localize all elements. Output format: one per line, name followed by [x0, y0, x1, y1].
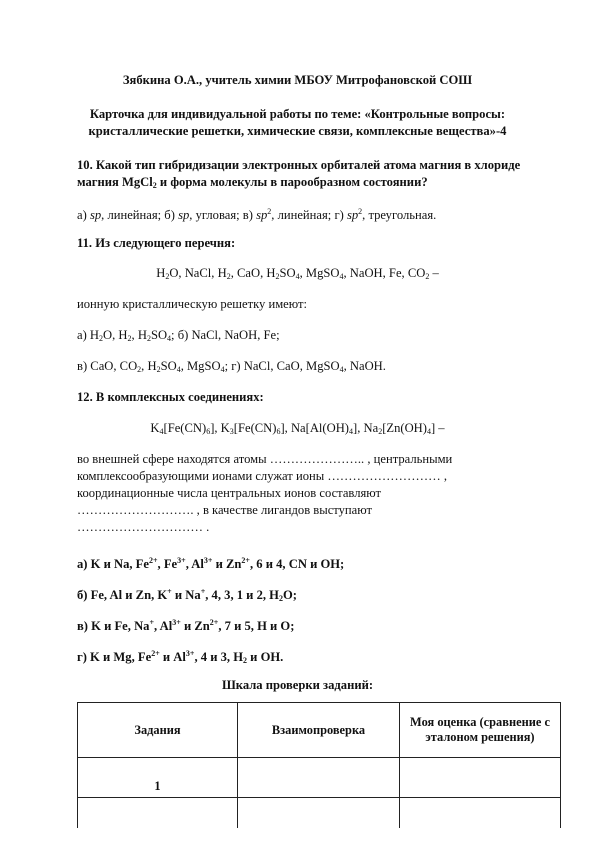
- q11-formula-list: $H_2O$, NaCl, $H_2$, CaO, $H_2SO_4$, MgSO$_4$, NaOH, Fe, $CO_2$ –: [156, 266, 439, 281]
- header-peer-review: Взаимопроверка: [238, 703, 400, 758]
- q11-text-2: ионную кристаллическую решетку имеют:: [77, 297, 308, 311]
- table-cell: 1: [78, 758, 238, 798]
- q12-answer-b: б) Fe, Al и Zn, K+ и Na+, 4, 3, 1 и 2, $H_2O$;: [77, 587, 297, 603]
- q10-text-2: магния MgCl$_2$ и форма молекулы в парообразном состоянии?: [77, 175, 428, 190]
- table-row: [78, 758, 561, 798]
- q12-answer-c: в) K и Fe, Na+, $Al^{3+}$ и $Zn^{2+}$, 7 и 5, H и O;: [77, 618, 295, 633]
- table-row: [78, 798, 561, 829]
- q12-text-1: 12. В комплексных соединениях:: [77, 390, 264, 404]
- q11-text-1: 11. Из следующего перечня:: [77, 236, 236, 250]
- score-table-header: [78, 703, 561, 758]
- q12-text-5: ………………………. , в качестве лигандов выступают: [77, 503, 373, 517]
- header-my-grade: Моя оценка (сравнение с эталоном решения): [400, 703, 561, 758]
- q12-answer-d: г) K и Mg, $Fe^{2+}$ и $Al^{3+}$, 4 и 3, $H_2$ и OH.: [77, 649, 284, 665]
- header-tasks: Задания: [78, 703, 238, 758]
- table-cell[interactable]: [238, 758, 400, 798]
- table-cell: [78, 798, 238, 829]
- q12-text-3: комплексообразующими ионами служат ионы ……………………… ,: [77, 469, 447, 483]
- table-cell[interactable]: [238, 798, 400, 829]
- q10-answers: а) sp, линейная; б) sp, угловая; в) $sp^2$, линейная; г) $sp^2$, треугольная.: [77, 207, 437, 222]
- table-cell[interactable]: [400, 798, 561, 829]
- author-line: Зябкина О.А., учитель химии МБОУ Митрофановской СОШ: [122, 73, 473, 87]
- score-table: [77, 702, 561, 828]
- title-line-2: кристаллические решетки, химические связи, комплексные вещества»-4: [88, 124, 507, 138]
- q12-text-4: координационные числа центральных ионов составляют: [77, 486, 382, 500]
- q10-text-1: 10. Какой тип гибридизации электронных орбиталей атома магния в хлориде: [77, 158, 521, 172]
- q12-formula-list: $K_4[Fe(CN)_6]$, $K_3[Fe(CN)_6]$, $Na[Al(OH)_4]$, $Na_2[Zn(OH)_4]$ –: [150, 421, 445, 436]
- table-cell[interactable]: [400, 758, 561, 798]
- q11-answer-ab: а) $H_2O$, $H_2$, $H_2SO_4$; б) NaCl, NaOH, Fe;: [77, 328, 280, 343]
- scale-title: Шкала проверки заданий:: [221, 678, 374, 692]
- q12-text-6: ………………………… .: [77, 520, 210, 534]
- q12-answer-a: а) K и Na, $Fe^{2+}$, $Fe^{3+}$, $Al^{3+}$ и $Zn^{2+}$, 6 и 4, CN и OH;: [77, 556, 345, 571]
- title-line-1: Карточка для индивидуальной работы по теме: «Контрольные вопросы:: [89, 107, 506, 121]
- q12-text-2: во внешней сфере находятся атомы ………………….. , центральными: [77, 452, 453, 466]
- q11-answer-cd: в) CaO, $CO_2$, $H_2SO_4$, MgSO$_4$; г) NaCl, CaO, MgSO$_4$, NaOH.: [77, 359, 386, 374]
